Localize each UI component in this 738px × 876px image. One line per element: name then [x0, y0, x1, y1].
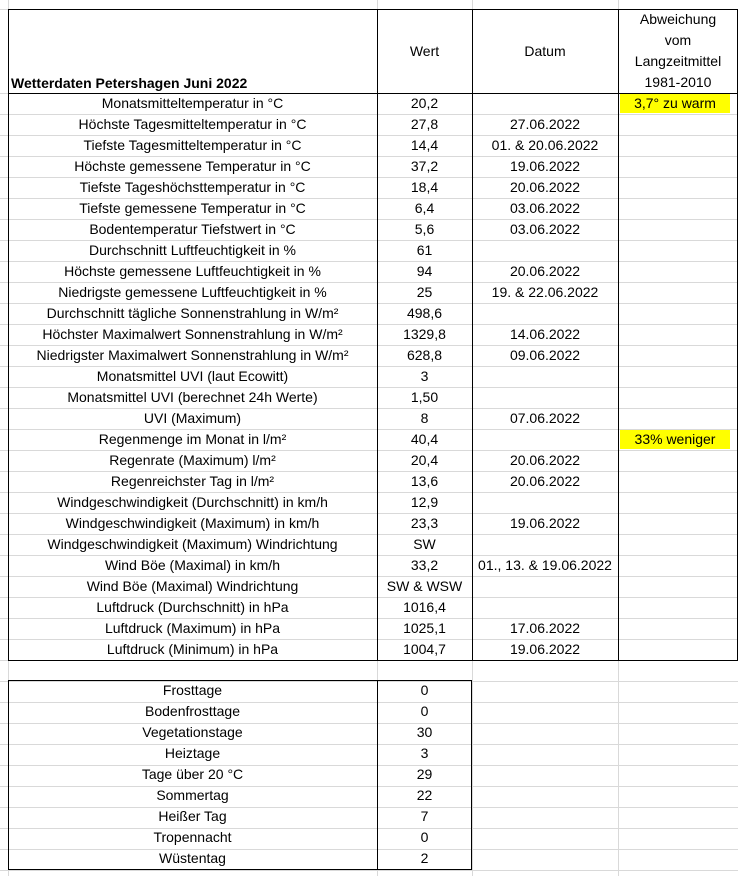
header-abweichung-line-1: Abweichung	[639, 11, 717, 27]
days-border-top	[8, 680, 472, 681]
row-label-cell[interactable]: Bodentemperatur Tiefstwert in °C	[89, 221, 296, 237]
days-border-right	[471, 680, 472, 870]
row-date-cell[interactable]	[472, 93, 618, 114]
row-value-cell[interactable]: 40,4	[410, 431, 439, 447]
row-value-cell[interactable]: 1,50	[410, 389, 439, 405]
days-label-cell[interactable]: Bodenfrosttage	[145, 703, 240, 719]
row-label-cell[interactable]: Höchste Tagesmitteltemperatur in °C	[78, 116, 307, 132]
row-label-cell[interactable]: Windgeschwindigkeit (Durchschnitt) in km/h	[57, 494, 328, 510]
table-row	[0, 282, 738, 303]
row-value-cell[interactable]: 23,3	[410, 515, 439, 531]
days-value-cell[interactable]: 30	[416, 724, 433, 740]
row-date-cell[interactable]	[472, 240, 618, 261]
days-value-cell[interactable]: 7	[420, 808, 429, 824]
row-date-cell[interactable]	[472, 387, 618, 408]
row-label-cell[interactable]: Monatsmittel UVI (berechnet 24h Werte)	[67, 389, 318, 405]
row-label-cell[interactable]: Höchste gemessene Temperatur in °C	[74, 158, 311, 174]
row-value-cell[interactable]: 8	[420, 410, 429, 426]
row-label-cell[interactable]: Höchster Maximalwert Sonnenstrahlung in W/m²	[42, 326, 343, 342]
row-label-cell[interactable]: Niedrigste gemessene Luftfeuchtigkeit in %	[58, 284, 327, 300]
row-deviation-cell[interactable]	[618, 618, 738, 639]
row-value-cell[interactable]: 27,8	[410, 116, 439, 132]
row-value-cell[interactable]: 628,8	[406, 347, 443, 363]
days-label-cell[interactable]: Sommertag	[156, 787, 229, 803]
days-row	[0, 743, 738, 764]
row-label-cell[interactable]: Windgeschwindigkeit (Maximum) in km/h	[65, 515, 320, 531]
row-deviation-cell[interactable]	[618, 387, 738, 408]
border-column	[472, 9, 473, 660]
row-deviation-cell[interactable]	[618, 156, 738, 177]
row-label-cell[interactable]: Tiefste Tagesmitteltemperatur in °C	[83, 137, 302, 153]
table-row	[0, 387, 738, 408]
table-row	[0, 597, 738, 618]
row-deviation-cell[interactable]: 3,7° zu warm	[620, 94, 730, 113]
header-abweichung-line-4: 1981-2010	[644, 74, 712, 90]
header-wert[interactable]: Wert	[409, 43, 440, 59]
days-label-cell[interactable]: Tage über 20 °C	[141, 766, 244, 782]
table-row	[0, 366, 738, 387]
table-row	[0, 618, 738, 639]
row-date-cell[interactable]	[472, 492, 618, 513]
days-value-cell[interactable]: 22	[416, 787, 433, 803]
row-date-cell[interactable]: 20.06.2022	[509, 452, 581, 468]
row-date-cell[interactable]: 19.06.2022	[509, 158, 581, 174]
row-label-cell[interactable]: Niedrigster Maximalwert Sonnenstrahlung in W/m²	[36, 347, 349, 363]
row-value-cell[interactable]: 61	[416, 242, 433, 258]
row-deviation-cell[interactable]	[618, 261, 738, 282]
border-header-bottom	[8, 93, 738, 94]
row-deviation-cell[interactable]	[618, 303, 738, 324]
row-label-cell[interactable]: Tiefste Tageshöchsttemperatur in °C	[79, 179, 306, 195]
table-row	[0, 576, 738, 597]
row-value-cell[interactable]: 12,9	[410, 494, 439, 510]
gridline-horizontal	[0, 870, 738, 871]
table-row	[0, 324, 738, 345]
table-header	[0, 9, 738, 93]
row-date-cell[interactable]: 19.06.2022	[509, 515, 581, 531]
row-value-cell[interactable]: 14,4	[410, 137, 439, 153]
table-row	[0, 177, 738, 198]
row-date-cell[interactable]	[472, 576, 618, 597]
row-value-cell[interactable]: 1016,4	[403, 599, 446, 615]
header-abweichung-line-3: Langzeitmittel	[634, 53, 722, 69]
row-value-cell[interactable]: 20,4	[410, 452, 439, 468]
row-value-cell[interactable]: 13,6	[410, 473, 439, 489]
table-row	[0, 534, 738, 555]
table-row	[0, 219, 738, 240]
row-label-cell[interactable]: Regenrate (Maximum) l/m²	[109, 452, 276, 468]
row-value-cell[interactable]: 94	[416, 263, 433, 279]
row-date-cell[interactable]	[472, 429, 618, 450]
row-label-cell[interactable]: UVI (Maximum)	[143, 410, 242, 426]
days-value-cell[interactable]: 0	[420, 682, 429, 698]
row-date-cell[interactable]: 03.06.2022	[509, 200, 581, 216]
table-row	[0, 555, 738, 576]
row-deviation-cell[interactable]	[618, 492, 738, 513]
days-row	[0, 785, 738, 806]
row-deviation-cell[interactable]	[618, 366, 738, 387]
days-value-cell[interactable]: 0	[420, 703, 429, 719]
row-label-cell[interactable]: Tiefste gemessene Temperatur in °C	[79, 200, 306, 216]
row-label-cell[interactable]: Höchste gemessene Luftfeuchtigkeit in %	[64, 263, 321, 279]
border-top	[8, 9, 738, 10]
row-deviation-cell[interactable]	[618, 135, 738, 156]
table-row	[0, 471, 738, 492]
row-value-cell[interactable]: 33,2	[410, 557, 439, 573]
days-row	[0, 764, 738, 785]
row-deviation-cell[interactable]	[618, 555, 738, 576]
row-deviation-cell[interactable]	[618, 240, 738, 261]
row-value-cell[interactable]: 20,2	[410, 95, 439, 111]
row-deviation-cell[interactable]	[618, 597, 738, 618]
row-label-cell[interactable]: Regenreichster Tag in l/m²	[110, 473, 275, 489]
row-value-cell[interactable]: 498,6	[406, 305, 443, 321]
row-value-cell[interactable]: 1025,1	[403, 620, 446, 636]
days-label-cell[interactable]: Wüstentag	[159, 850, 226, 866]
row-deviation-cell[interactable]	[618, 471, 738, 492]
days-value-cell[interactable]: 0	[420, 829, 429, 845]
row-value-cell[interactable]: SW & WSW	[386, 578, 463, 594]
table-row	[0, 198, 738, 219]
days-border-bottom	[8, 869, 472, 870]
border-column	[618, 9, 619, 660]
table-title: Wetterdaten Petershagen Juni 2022	[11, 75, 248, 91]
row-deviation-cell[interactable]	[618, 324, 738, 345]
table-row	[0, 639, 738, 660]
days-border-left	[8, 680, 9, 870]
table-row	[0, 429, 738, 450]
row-label-cell[interactable]: Regenmenge im Monat in l/m²	[98, 431, 287, 447]
row-deviation-cell[interactable]	[618, 345, 738, 366]
days-row	[0, 806, 738, 827]
days-label-cell[interactable]: Frosttage	[162, 682, 223, 698]
row-value-cell[interactable]: 5,6	[414, 221, 435, 237]
table-row	[0, 408, 738, 429]
days-row	[0, 848, 738, 869]
row-date-cell[interactable]: 20.06.2022	[509, 263, 581, 279]
row-deviation-cell[interactable]	[618, 450, 738, 471]
days-label-cell[interactable]: Vegetationstage	[142, 724, 243, 740]
row-deviation-cell[interactable]	[618, 408, 738, 429]
table-row	[0, 261, 738, 282]
row-date-cell[interactable]: 01. & 20.06.2022	[491, 137, 599, 153]
row-date-cell[interactable]: 07.06.2022	[509, 410, 581, 426]
days-row	[0, 680, 738, 701]
row-date-cell[interactable]	[472, 597, 618, 618]
row-date-cell[interactable]	[472, 534, 618, 555]
row-label-cell[interactable]: Monatsmittel UVI (laut Ecowitt)	[96, 368, 289, 384]
row-date-cell[interactable]: 27.06.2022	[509, 116, 581, 132]
row-date-cell[interactable]	[472, 366, 618, 387]
header-datum[interactable]: Datum	[524, 43, 566, 59]
days-value-cell[interactable]: 3	[420, 745, 429, 761]
row-label-cell[interactable]: Luftdruck (Minimum) in hPa	[106, 641, 279, 657]
table-title-cell[interactable]	[8, 9, 377, 93]
header-abweichung-line-2: vom	[664, 32, 692, 48]
row-date-cell[interactable]: 09.06.2022	[509, 347, 581, 363]
row-value-cell[interactable]: 25	[416, 284, 433, 300]
days-value-cell[interactable]: 29	[416, 766, 433, 782]
table-row	[0, 135, 738, 156]
days-value-cell[interactable]: 2	[420, 850, 429, 866]
row-value-cell[interactable]: 1004,7	[403, 641, 446, 657]
row-date-cell[interactable]: 14.06.2022	[509, 326, 581, 342]
row-label-cell[interactable]: Wind Böe (Maximal) in km/h	[104, 557, 281, 573]
row-value-cell[interactable]: SW	[413, 536, 436, 552]
row-deviation-cell[interactable]	[618, 576, 738, 597]
row-deviation-cell[interactable]	[618, 219, 738, 240]
row-label-cell[interactable]: Durchschnitt tägliche Sonnenstrahlung in W/m²	[46, 305, 339, 321]
row-deviation-cell[interactable]	[618, 198, 738, 219]
row-date-cell[interactable]: 20.06.2022	[509, 473, 581, 489]
table-row	[0, 303, 738, 324]
row-date-cell[interactable]: 19.06.2022	[509, 641, 581, 657]
days-row	[0, 701, 738, 722]
row-value-cell[interactable]: 6,4	[414, 200, 435, 216]
table-row	[0, 345, 738, 366]
row-value-cell[interactable]: 1329,8	[403, 326, 446, 342]
row-label-cell[interactable]: Durchschnitt Luftfeuchtigkeit in %	[89, 242, 296, 258]
border-column	[377, 9, 378, 660]
row-deviation-cell[interactable]	[618, 114, 738, 135]
row-deviation-cell[interactable]	[618, 177, 738, 198]
row-date-cell[interactable]: 20.06.2022	[509, 179, 581, 195]
table-row	[0, 492, 738, 513]
days-row	[0, 827, 738, 848]
border-left	[8, 9, 9, 661]
row-label-cell[interactable]: Wind Böe (Maximal) Windrichtung	[86, 578, 299, 594]
row-value-cell[interactable]: 18,4	[410, 179, 439, 195]
row-value-cell[interactable]: 37,2	[410, 158, 439, 174]
border-bottom	[8, 660, 738, 661]
row-deviation-cell[interactable]	[618, 534, 738, 555]
days-border-column	[377, 680, 378, 869]
row-date-cell[interactable]: 19. & 22.06.2022	[491, 284, 599, 300]
row-date-cell[interactable]	[472, 303, 618, 324]
row-deviation-cell[interactable]: 33% weniger	[620, 430, 730, 449]
row-deviation-cell[interactable]	[618, 513, 738, 534]
table-row	[0, 450, 738, 471]
row-date-cell[interactable]: 17.06.2022	[509, 620, 581, 636]
row-date-cell[interactable]: 01., 13. & 19.06.2022	[478, 557, 612, 573]
days-label-cell[interactable]: Heißer Tag	[158, 808, 227, 824]
table-row	[0, 156, 738, 177]
table-row	[0, 93, 738, 114]
row-deviation-cell[interactable]	[618, 282, 738, 303]
days-row	[0, 722, 738, 743]
row-label-cell[interactable]: Luftdruck (Durchschnitt) in hPa	[96, 599, 289, 615]
header-abweichung[interactable]	[618, 9, 738, 93]
row-label-cell[interactable]: Windgeschwindigkeit (Maximum) Windrichtung	[47, 536, 338, 552]
table-row	[0, 513, 738, 534]
days-label-cell[interactable]: Heiztage	[164, 745, 221, 761]
days-label-cell[interactable]: Tropennacht	[153, 829, 232, 845]
table-row	[0, 240, 738, 261]
row-label-cell[interactable]: Luftdruck (Maximum) in hPa	[104, 620, 281, 636]
row-date-cell[interactable]: 03.06.2022	[509, 221, 581, 237]
row-value-cell[interactable]: 3	[420, 368, 429, 384]
row-deviation-cell[interactable]	[618, 639, 738, 660]
row-label-cell[interactable]: Monatsmitteltemperatur in °C	[101, 95, 284, 111]
table-row	[0, 114, 738, 135]
